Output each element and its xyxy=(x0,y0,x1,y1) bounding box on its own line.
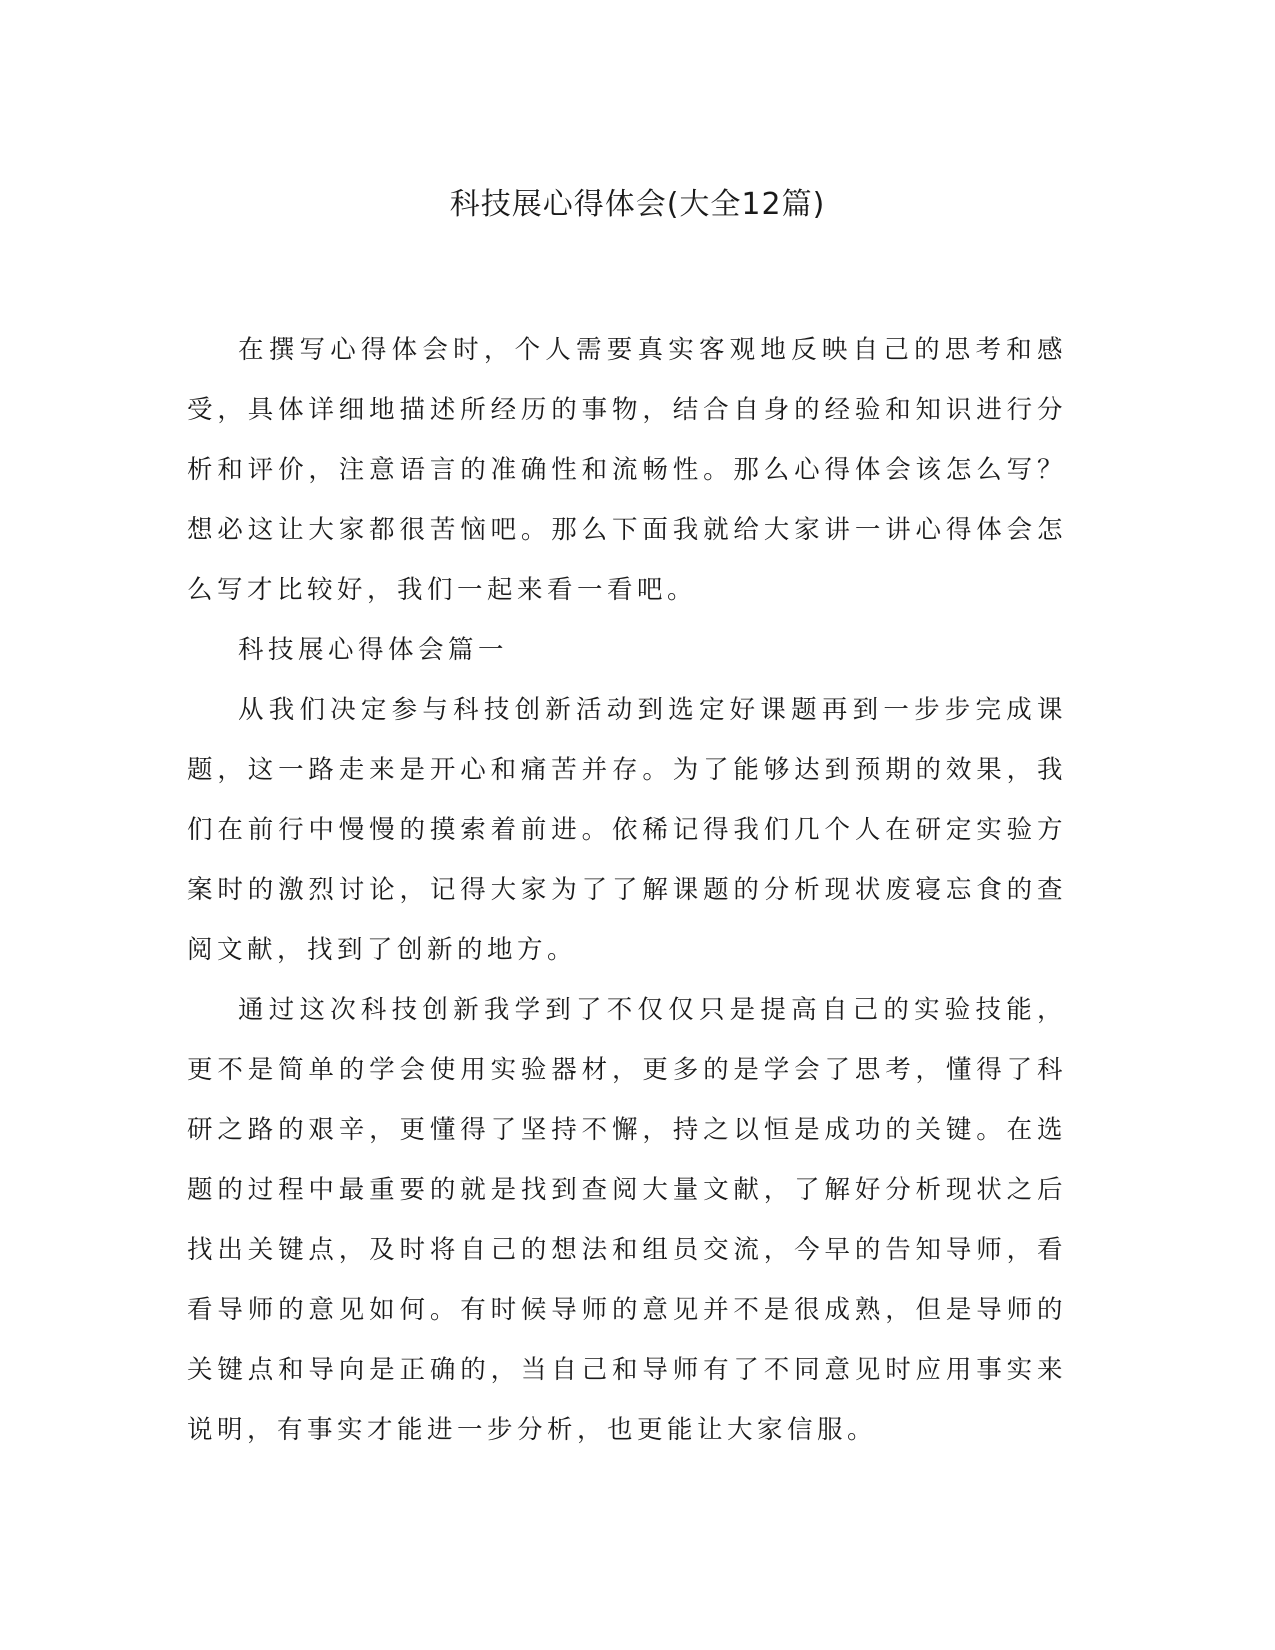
intro-paragraph: 在撰写心得体会时，个人需要真实客观地反映自己的思考和感受，具体详细地描述所经历的事物，结合自身的经验和知识进行分析和评价，注意语言的准确性和流畅性。那么心得体会该怎么写？想必这让大家都很苦恼吧。那么下面我就给大家讲一讲心得体会怎么写才比较好，我们一起来看一看吧。 xyxy=(187,335,1067,605)
body-paragraph: 通过这次科技创新我学到了不仅仅只是提高自己的实验技能，更不是简单的学会使用实验器材，更多的是学会了思考，懂得了科研之路的艰辛，更懂得了坚持不懈，持之以恒是成功的关键。在选题的过程中最重要的就是找到查阅大量文献，了解好分析现状之后找出关键点，及时将自己的想法和组员交流，今早的告知导师，看看导师的意见如何。有时候导师的意见并不是很成熟，但是导师的关键点和导向是正确的，当自己和导师有了不同意见时应用事实来说明，有事实才能进一步分析，也更能让大家信服。 xyxy=(187,995,1067,1445)
section-heading: 科技展心得体会篇一 xyxy=(238,635,509,665)
document-title: 科技展心得体会(大全12篇) xyxy=(449,187,826,222)
document-body xyxy=(187,320,1067,1460)
body-paragraph: 从我们决定参与科技创新活动到选定好课题再到一步步完成课题，这一路走来是开心和痛苦并存。为了能够达到预期的效果，我们在前行中慢慢的摸索着前进。依稀记得我们几个人在研定实验方案时的激烈讨论，记得大家为了了解课题的分析现状废寝忘食的查阅文献，找到了创新的地方。 xyxy=(187,695,1067,965)
